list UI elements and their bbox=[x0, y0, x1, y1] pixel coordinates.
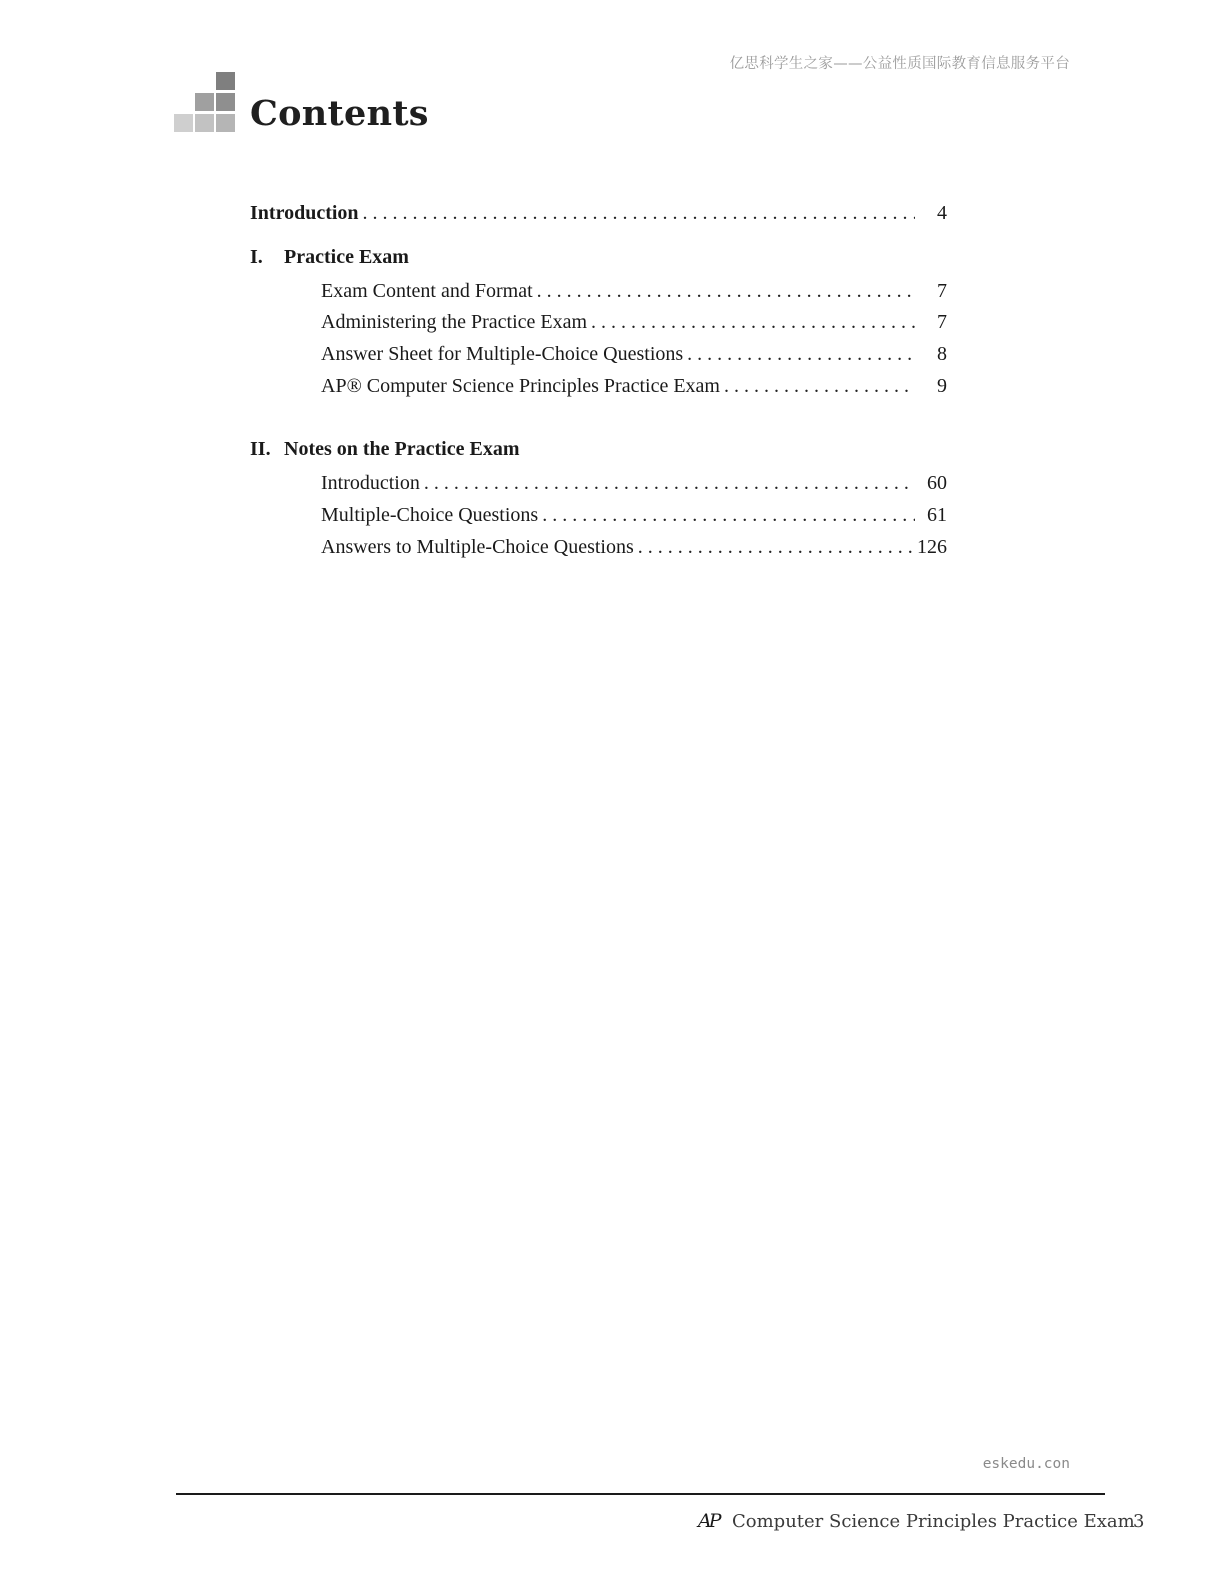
footer-title: Computer Science Principles Practice Exam bbox=[732, 1511, 1135, 1532]
dot-leader bbox=[724, 375, 915, 398]
toc-entry-page: 8 bbox=[937, 343, 947, 366]
toc-entry[interactable] bbox=[321, 375, 947, 407]
toc-entry[interactable] bbox=[321, 280, 947, 312]
toc-entry[interactable] bbox=[321, 472, 947, 504]
toc-entry[interactable] bbox=[321, 311, 947, 343]
toc-entry[interactable] bbox=[321, 504, 947, 536]
toc-entry-label: Answer Sheet for Multiple-Choice Questions bbox=[321, 343, 684, 366]
page-number: 3 bbox=[1133, 1511, 1145, 1532]
toc-entry-label: Introduction bbox=[321, 472, 420, 495]
dot-leader bbox=[537, 280, 915, 303]
section-logo-icon bbox=[174, 72, 236, 134]
toc-entry-page: 126 bbox=[917, 535, 947, 558]
toc-entry-label: AP® Computer Science Principles Practice Exam bbox=[321, 374, 720, 397]
footer-divider bbox=[176, 1493, 1105, 1495]
toc-entry[interactable] bbox=[321, 536, 947, 568]
toc-entry-page: 4 bbox=[937, 202, 947, 224]
toc-entry[interactable] bbox=[321, 343, 947, 375]
page-title: Contents bbox=[250, 93, 429, 134]
dot-leader bbox=[591, 311, 915, 334]
section-title: Practice Exam bbox=[284, 245, 409, 268]
section-heading-notes bbox=[250, 438, 947, 472]
toc-entry-page: 61 bbox=[927, 504, 947, 527]
toc-entry-label: Answers to Multiple-Choice Questions bbox=[321, 535, 634, 558]
toc-entry-label: Multiple-Choice Questions bbox=[321, 504, 539, 527]
table-of-contents bbox=[250, 202, 947, 568]
dot-leader bbox=[638, 536, 913, 559]
toc-entry-page: 9 bbox=[937, 374, 947, 397]
section-heading-practice-exam bbox=[250, 246, 947, 280]
dot-leader bbox=[687, 343, 915, 366]
section-number: I. bbox=[250, 245, 263, 268]
section-number: II. bbox=[250, 438, 271, 461]
toc-entry-page: 7 bbox=[937, 311, 947, 334]
toc-entry-label: Introduction bbox=[250, 202, 359, 224]
toc-entry-label: Exam Content and Format bbox=[321, 279, 533, 302]
dot-leader bbox=[542, 504, 915, 527]
toc-entry-introduction[interactable] bbox=[250, 202, 947, 234]
toc-entry-label: Administering the Practice Exam bbox=[321, 311, 588, 334]
watermark-top: 亿思科学生之家——公益性质国际教育信息服务平台 bbox=[729, 56, 1070, 72]
watermark-bottom: eskedu.con bbox=[982, 1456, 1070, 1472]
toc-entry-page: 60 bbox=[927, 472, 947, 495]
ap-logo-icon: AP bbox=[698, 1510, 719, 1532]
section-title: Notes on the Practice Exam bbox=[284, 438, 520, 461]
dot-leader bbox=[424, 472, 915, 495]
dot-leader bbox=[363, 202, 915, 225]
toc-entry-page: 7 bbox=[937, 279, 947, 302]
